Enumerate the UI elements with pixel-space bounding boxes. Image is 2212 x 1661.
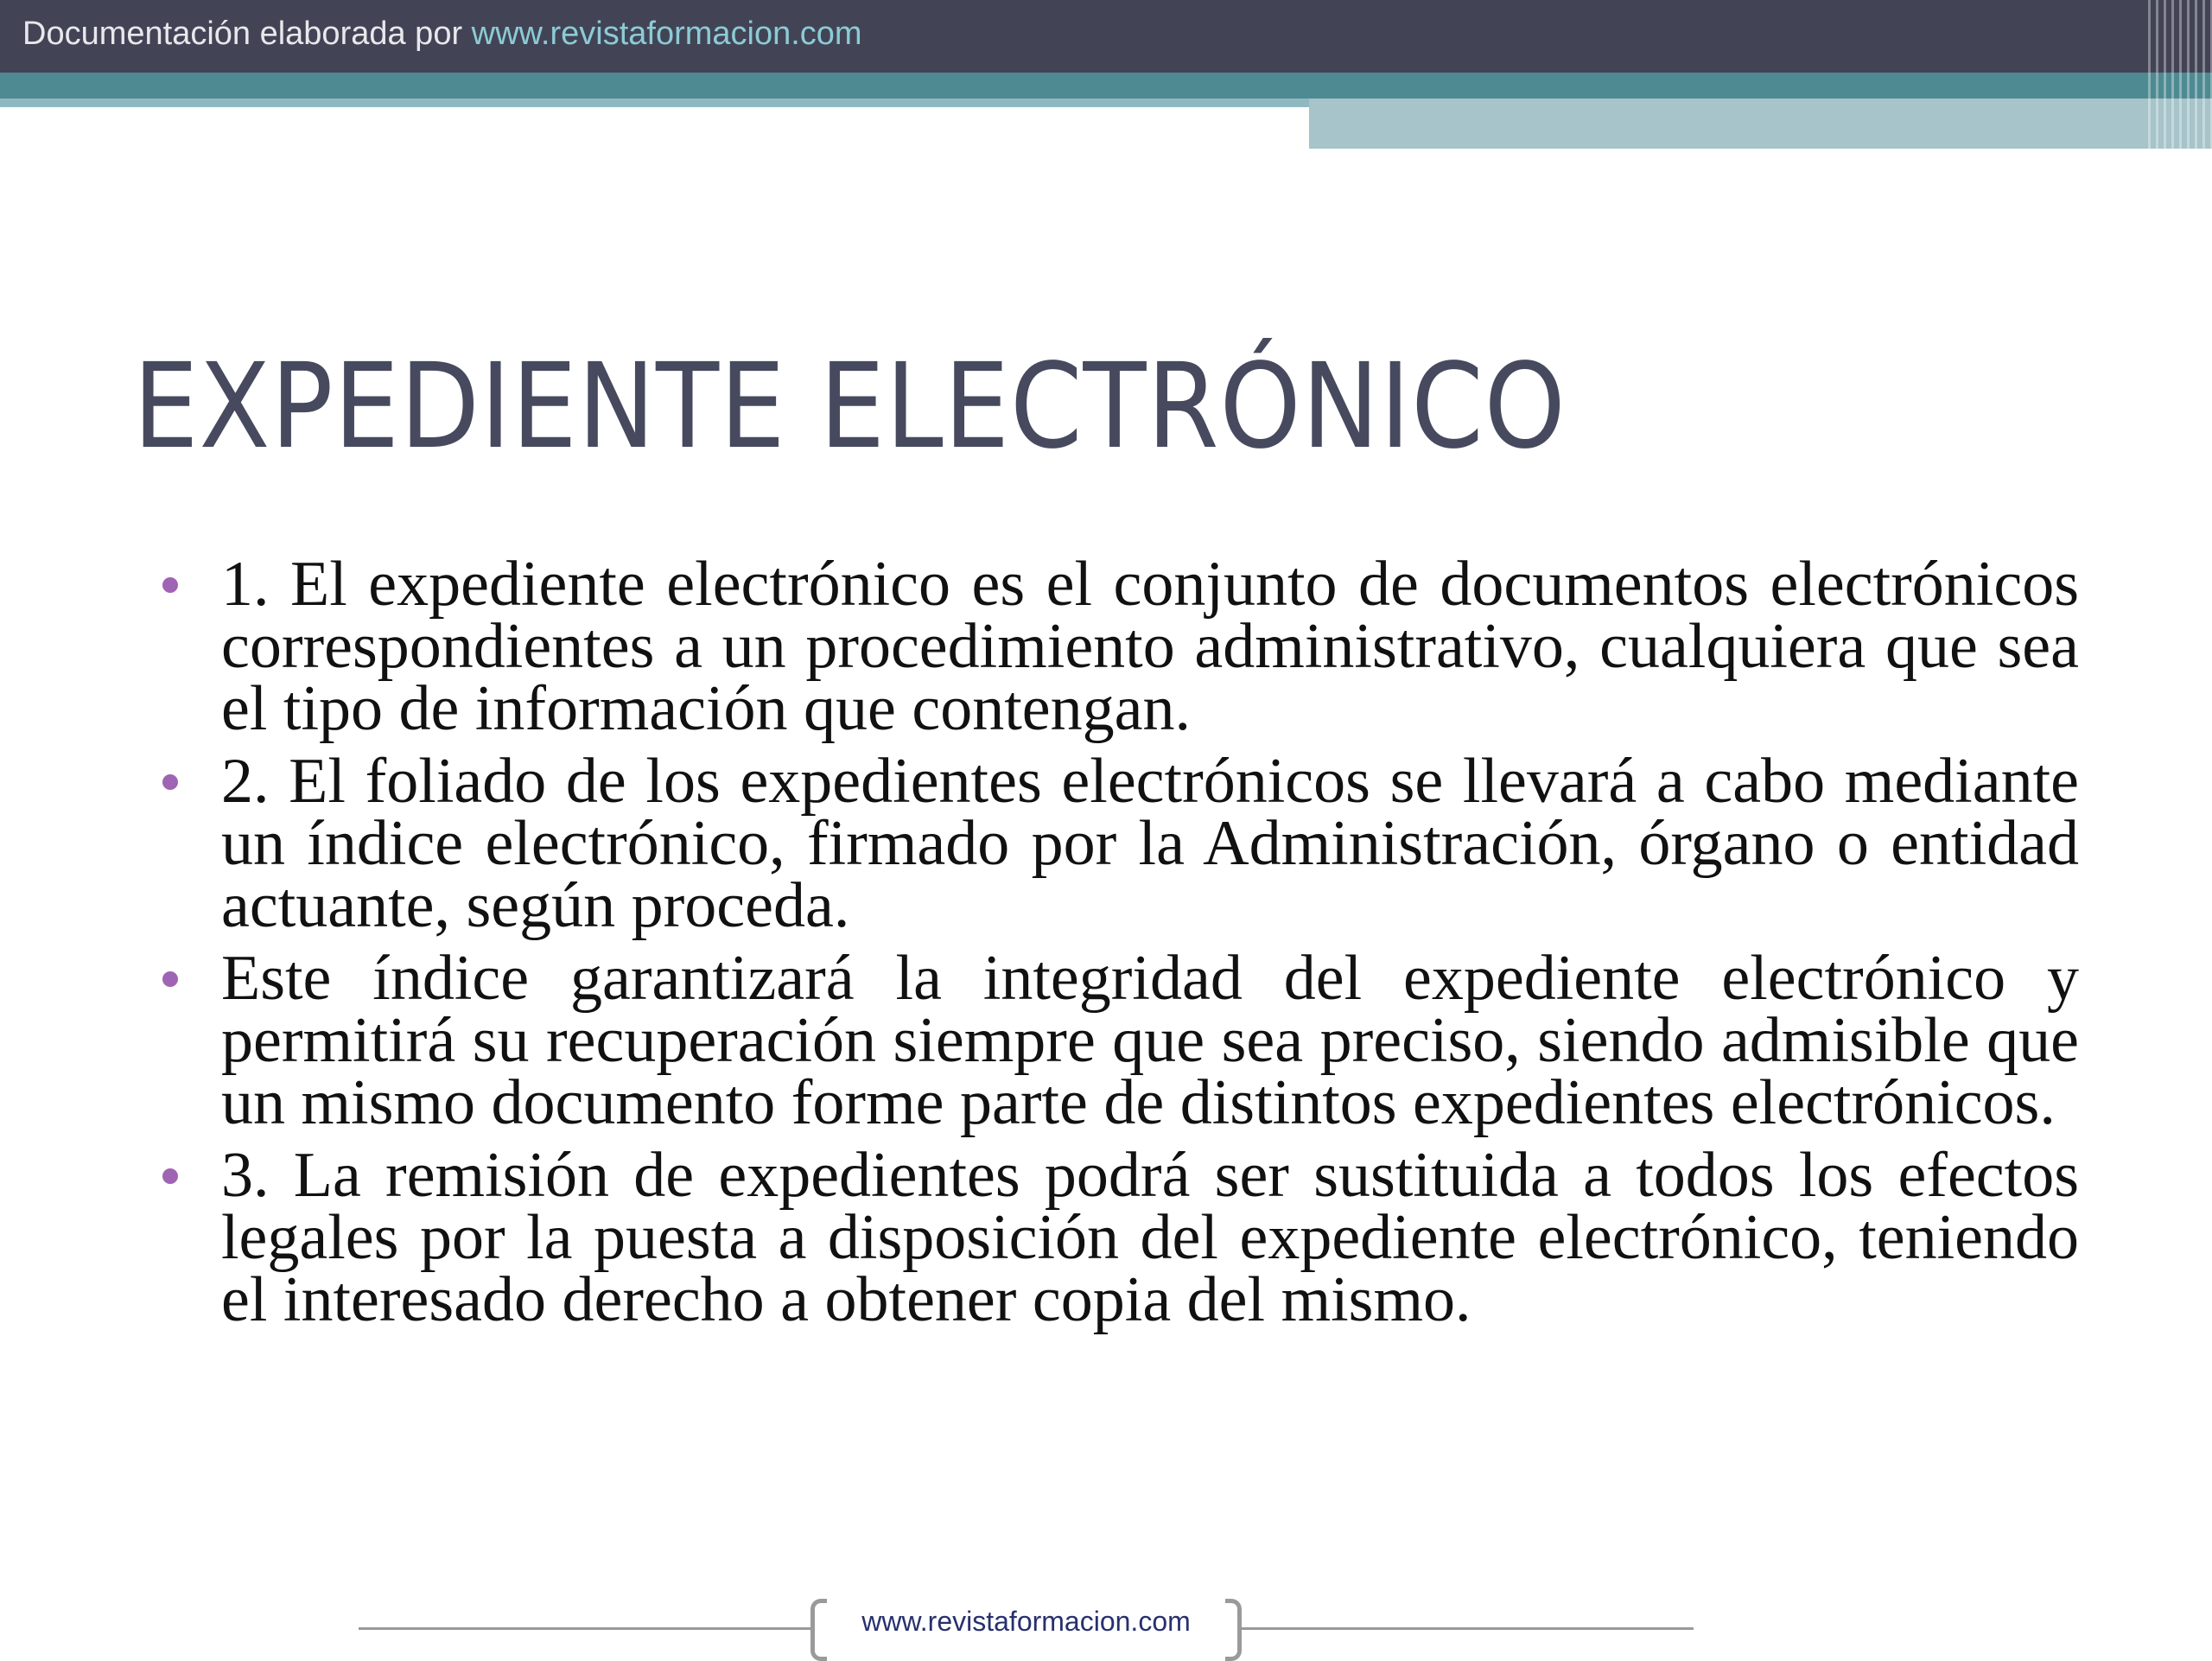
bullet-dot-icon	[162, 971, 178, 987]
footer-bracket-right	[1225, 1599, 1242, 1661]
footer-divider-right	[1240, 1627, 1694, 1630]
header-light-band	[0, 99, 1309, 107]
footer-divider-left	[359, 1627, 812, 1630]
bullet-text: 1. El expediente electrónico es el conjunto de documentos electrónicos correspondientes a un procedimiento administrativo, cualquiera que sea el tipo de información que contengan.	[221, 549, 2079, 744]
bullet-text: 3. La remisión de expedientes podrá ser sustituida a todos los efectos legales por la puesta a disposición del expediente electrónico, teniendo el interesado derecho a obtener copia del mismo.	[221, 1140, 2079, 1335]
bullet-dot-icon	[162, 774, 178, 790]
bullet-text: 2. El foliado de los expedientes electrónicos se llevará a cabo mediante un índice electrónico, firmado por la Administración, órgano o entidad actuante, según proceda.	[221, 746, 2079, 941]
bullet-item	[156, 943, 2079, 1138]
header-text	[22, 16, 862, 53]
header-right-band	[1309, 99, 2212, 149]
header-bar	[0, 0, 2212, 73]
header-prefix: Documentación elaborada por	[22, 16, 472, 52]
bullet-dot-icon	[162, 1168, 178, 1184]
slide-title: EXPEDIENTE ELECTRÓNICO	[133, 339, 1567, 475]
bullet-list	[156, 549, 2079, 1341]
footer-link[interactable]: www.revistaformacion.com	[861, 1606, 1191, 1637]
bullet-item	[156, 549, 2079, 744]
bullet-text: Este índice garantizará la integridad del expediente electrónico y permitirá su recuperación siempre que sea preciso, siendo admisible que un mismo documento forme parte de distintos expedientes electrónicos.	[221, 943, 2079, 1138]
header-stripes-decoration	[2143, 0, 2212, 149]
bullet-item	[156, 1140, 2079, 1335]
header-link[interactable]: www.revistaformacion.com	[471, 16, 862, 52]
bullet-item	[156, 746, 2079, 941]
bullet-dot-icon	[162, 577, 178, 593]
footer-bracket-left	[810, 1599, 827, 1661]
header-accent-band	[0, 73, 2212, 99]
